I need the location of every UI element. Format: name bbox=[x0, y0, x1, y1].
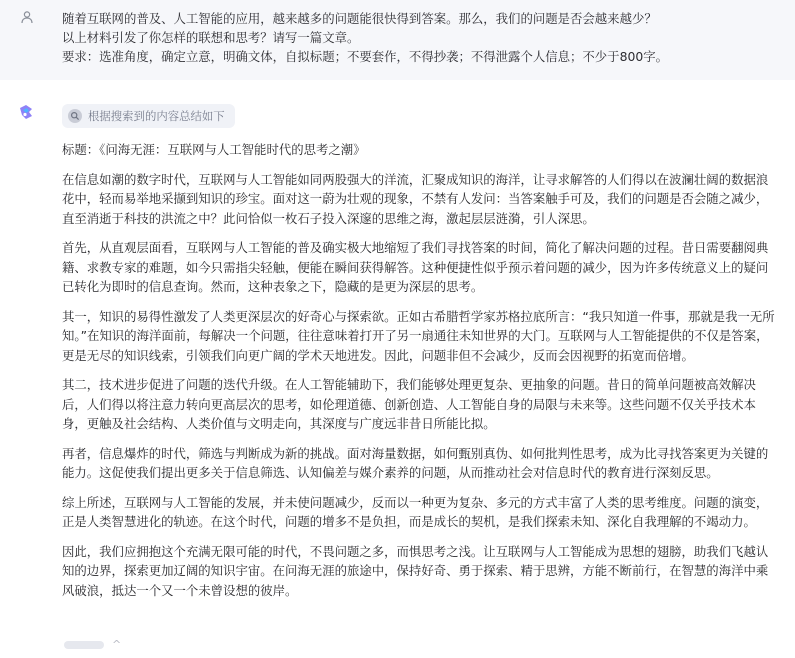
user-avatar-icon bbox=[20, 9, 34, 23]
search-source-icon bbox=[68, 109, 82, 123]
user-message-line: 随着互联网的普及、人工智能的应用，越来越多的问题能很快得到答案。那么，我们的问题是否会越来越少？ bbox=[62, 11, 657, 26]
assistant-answer bbox=[62, 140, 780, 610]
user-message bbox=[0, 0, 795, 80]
essay-paragraph: 再者，信息爆炸的时代，筛选与判断成为新的挑战。面对海量数据，如何甄别真伪、如何批判性思考，成为比寻找答案更为关键的能力。这促使我们提出更多关于信息筛选、认知偏差与媒介素养的问题，从而推动社会对信息时代的教育进行深刻反思。 bbox=[62, 445, 769, 480]
essay-paragraph: 其二，技术进步促进了问题的迭代升级。在人工智能辅助下，我们能够处理更复杂、更抽象的问题。昔日的简单问题被高效解决后，人们得以将注意力转向更高层次的思考，如伦理道德、创新创造、人工智能自身的局限与未来等。这些问题不仅关乎技术本身，更触及社会结构、人类价值与文明走向，其深度与广度远非昔日所能比拟。 bbox=[62, 377, 756, 431]
essay-title: 标题：《问海无涯：互联网与人工智能时代的思考之潮》 bbox=[62, 142, 366, 157]
collapse-icon[interactable]: ^ bbox=[112, 638, 122, 651]
user-message-text bbox=[62, 9, 782, 66]
search-summary-chip[interactable] bbox=[62, 104, 235, 128]
search-summary-label: 根据搜索到的内容总结如下 bbox=[88, 109, 225, 123]
action-placeholder bbox=[64, 641, 104, 649]
assistant-logo-icon bbox=[16, 102, 36, 122]
essay-paragraph: 综上所述，互联网与人工智能的发展，并未使问题减少，反而以一种更为复杂、多元的方式丰富了人类的思考维度。问题的演变，正是人类智慧进化的轨迹。在这个时代，问题的增多不是负担，而是成长的契机，是我们探索未知、深化自我理解的不竭动力。 bbox=[62, 494, 769, 529]
essay-paragraph: 因此，我们应拥抱这个充满无限可能的时代，不畏问题之多，而惧思考之浅。让互联网与人工智能成为思想的翅膀，助我们飞越认知的边界，探索更加辽阔的知识宇宙。在问海无涯的旅途中，保持好奇、勇于探索、精于思辨，方能不断前行，在智慧的海洋中乘风破浪，抵达一个又一个未曾设想的彼岸。 bbox=[62, 543, 769, 598]
essay-paragraph: 其一，知识的易得性激发了人类更深层次的好奇心与探索欲。正如古希腊哲学家苏格拉底所言：“我只知道一件事，那就是我一无所知。”在知识的海洋面前，每解决一个问题，往往意味着打开了另一扇通往未知世界的大门。互联网与人工智能提供的不仅是答案，更是无尽的知识线索，引领我们向更广阔的学术天地进发。因此，问题非但不会减少，反而会因视野的拓宽而倍增。 bbox=[62, 308, 775, 363]
user-message-line: 以上材料引发了你怎样的联想和思考？请写一篇文章。 bbox=[62, 30, 360, 45]
essay-paragraph: 首先，从直观层面看，互联网与人工智能的普及确实极大地缩短了我们寻找答案的时间，简化了解决问题的过程。昔日需要翻阅典籍、求教专家的难题，如今只需指尖轻触，便能在瞬间获得解答。这种便捷性似乎预示着问题的减少，因为许多传统意义上的疑问已转化为即时的信息查询。然而，这种表象之下，隐藏的是更为深层的思考。 bbox=[62, 240, 769, 294]
user-message-line: 要求：选准角度，确定立意，明确文体，自拟标题；不要套作，不得抄袭；不得泄露个人信息；不少于800字。 bbox=[62, 49, 669, 64]
essay-paragraph: 在信息如潮的数字时代，互联网与人工智能如同两股强大的洋流，汇聚成知识的海洋，让寻求解答的人们得以在波澜壮阔的数据浪花中，轻而易举地采撷到知识的珍宝。面对这一蔚为壮观的现象，不禁有人发问：当答案触手可及，我们的问题是否会随之减少，直至消逝于科技的洪流之中？此问恰似一枚石子投入深邃的思维之海，激起层层涟漪，引人深思。 bbox=[62, 171, 769, 226]
message-actions bbox=[64, 638, 121, 651]
assistant-message bbox=[0, 90, 795, 658]
